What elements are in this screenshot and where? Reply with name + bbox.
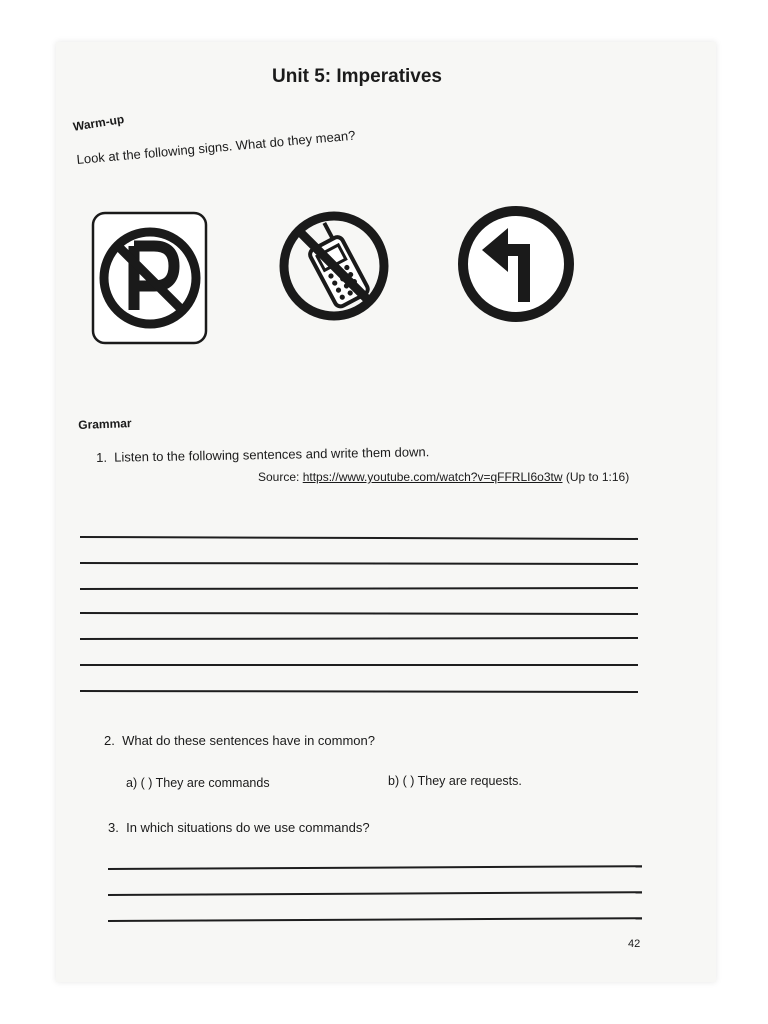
page-number: 42 (628, 938, 641, 950)
question-1-text: Listen to the following sentences and write them down. (114, 444, 430, 465)
option-a: a) ( ) They are commands (126, 776, 270, 790)
question-3 (108, 820, 370, 835)
option-b: b) ( ) They are requests. (388, 774, 522, 788)
page-title: Unit 5: Imperatives (272, 66, 442, 87)
source-line (258, 470, 629, 484)
worksheet-page (56, 42, 716, 982)
source-label: Source: (258, 470, 300, 484)
warmup-heading: Warm-up (72, 111, 126, 134)
question-2-text: What do these sentences have in common? (122, 733, 376, 748)
source-note: (Up to 1:16) (565, 470, 630, 484)
question-3-number: 3. (108, 820, 119, 835)
no-parking-sign-icon (90, 210, 210, 346)
grammar-heading: Grammar (78, 416, 132, 432)
no-left-turn-sign-icon (452, 206, 580, 322)
answer-line (80, 664, 638, 666)
question-2 (104, 733, 375, 748)
source-link[interactable]: https://www.youtube.com/watch?v=qFFRLI6o3tw (302, 470, 563, 484)
warmup-question: Look at the following signs. What do they mean? (76, 127, 356, 167)
question-3-text: In which situations do we use commands? (126, 820, 370, 835)
no-mobile-phone-sign-icon (268, 210, 400, 322)
question-2-number: 2. (104, 733, 115, 748)
question-1-number: 1. (96, 449, 108, 465)
